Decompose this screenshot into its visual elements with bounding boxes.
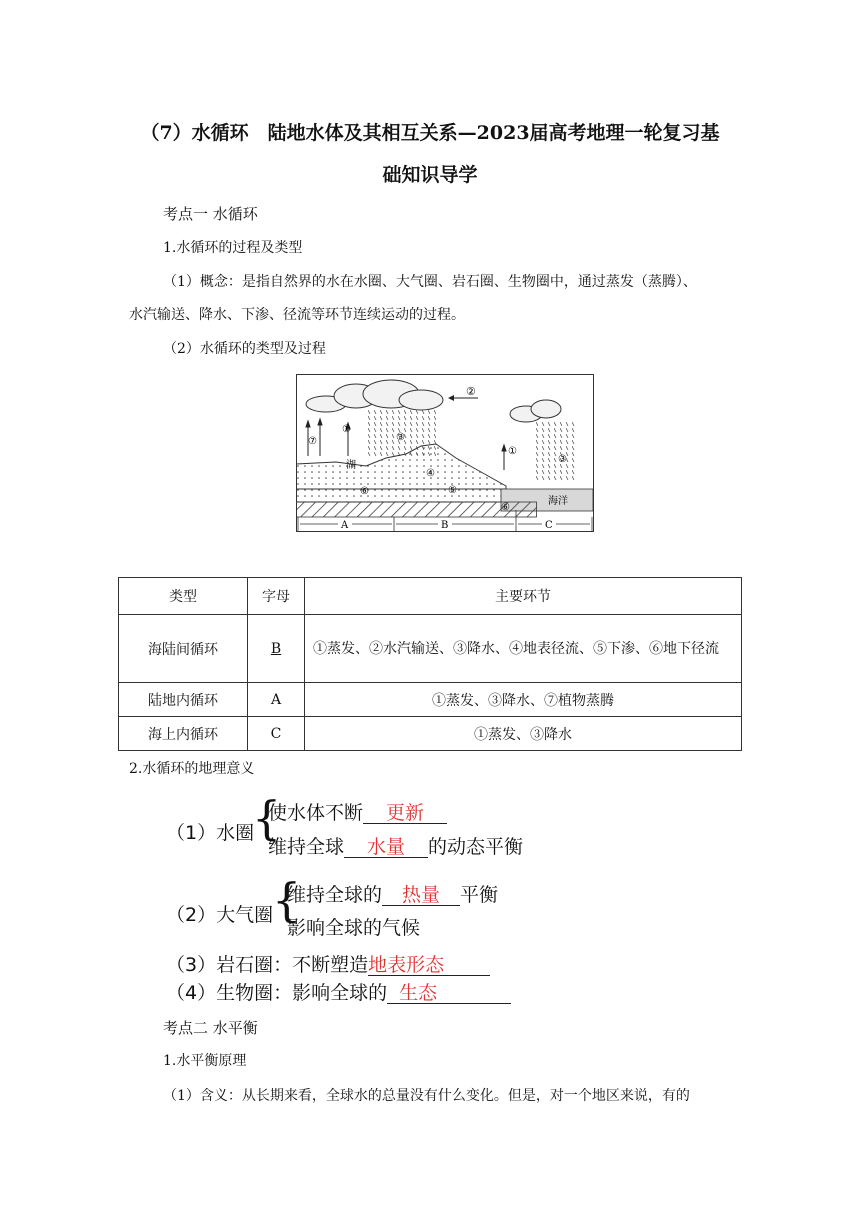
atmo-line-b: 影响全球的气候 <box>287 917 421 939</box>
answer: 地表形态 <box>368 954 445 976</box>
cycle-links: ①蒸发、②水汽输送、③降水、④地表径流、⑤下渗、⑥地下径流 <box>305 615 742 683</box>
cycle-letter: A <box>248 683 305 717</box>
cycle-types-table <box>118 577 742 751</box>
subsection-heading: 1.水循环的过程及类型 <box>163 240 303 256</box>
ocean-label: 海洋 <box>548 496 568 507</box>
hydro-label: （1）水圈 <box>166 822 255 844</box>
hydro-line-b: 维持全球 水量 的动态平衡 <box>268 836 524 858</box>
svg-text:③: ③ <box>558 454 567 465</box>
cycle-type: 陆地内循环 <box>119 683 248 717</box>
svg-text:B: B <box>441 520 449 531</box>
svg-text:⑦: ⑦ <box>308 436 317 447</box>
atmo-line-a: 维持全球的 热量 平衡 <box>287 884 499 906</box>
cycle-type: 海上内循环 <box>119 717 248 751</box>
subsection-heading: 2.水循环的地理意义 <box>129 761 255 777</box>
table-row <box>119 615 742 683</box>
brace-icon: { <box>252 791 282 845</box>
answer: 更新 <box>386 802 425 824</box>
svg-text:⑥: ⑥ <box>360 486 369 497</box>
paragraph: （1）含义：从长期来看，全球水的总量没有什么变化。但是，对一个地区来说，有的 <box>163 1088 690 1104</box>
litho-line: （3）岩石圈：不断塑造地表形态 <box>166 950 490 977</box>
section-heading: 考点二 水平衡 <box>163 1019 258 1037</box>
answer: 生态 <box>399 982 438 1004</box>
brace-icon: { <box>272 873 302 927</box>
paragraph: 水汽输送、降水、下渗、径流等环节连续运动的过程。 <box>129 307 465 323</box>
label-2: ② <box>466 385 476 398</box>
water-cycle-diagram <box>296 374 594 532</box>
hydro-line-a: 使水体不断 更新 <box>268 798 447 825</box>
table-header: 主要环节 <box>305 578 742 615</box>
answer: 水量 <box>367 836 406 858</box>
table-row <box>119 717 742 751</box>
svg-text:⑤: ⑤ <box>448 485 457 496</box>
bio-line: （4）生物圈：影响全球的 生态 <box>166 978 511 1005</box>
answer: 热量 <box>402 884 441 906</box>
lake-label: 湖 <box>346 460 356 471</box>
atmo-label: （2）大气圈 <box>166 904 274 926</box>
svg-text:①: ① <box>508 446 517 457</box>
svg-text:④: ④ <box>426 468 435 479</box>
cycle-links: ①蒸发、③降水 <box>305 717 742 751</box>
svg-text:C: C <box>545 520 553 531</box>
table-row <box>119 683 742 717</box>
table-header: 字母 <box>248 578 305 615</box>
subsection-heading: （2）水循环的类型及过程 <box>163 341 326 357</box>
svg-text:③: ③ <box>396 432 405 443</box>
svg-text:A: A <box>341 520 349 531</box>
page-title-cont: 础知识导学 <box>382 164 478 186</box>
cycle-letter: C <box>248 717 305 751</box>
rain-icon <box>536 420 576 482</box>
cycle-type: 海陆间循环 <box>119 615 248 683</box>
table-header: 类型 <box>119 578 248 615</box>
page-title: （7）水循环 陆地水体及其相互关系—2023届高考地理一轮复习基 <box>140 122 720 144</box>
cycle-letter: B <box>248 615 305 683</box>
cycle-links: ①蒸发、③降水、⑦植物蒸腾 <box>305 683 742 717</box>
section-heading: 考点一 水循环 <box>163 205 258 223</box>
svg-text:①: ① <box>342 424 351 435</box>
subsection-heading: 1.水平衡原理 <box>163 1053 247 1069</box>
paragraph: （1）概念：是指自然界的水在水圈、大气圈、岩石圈、生物圈中，通过蒸发（蒸腾）、 <box>163 274 697 290</box>
